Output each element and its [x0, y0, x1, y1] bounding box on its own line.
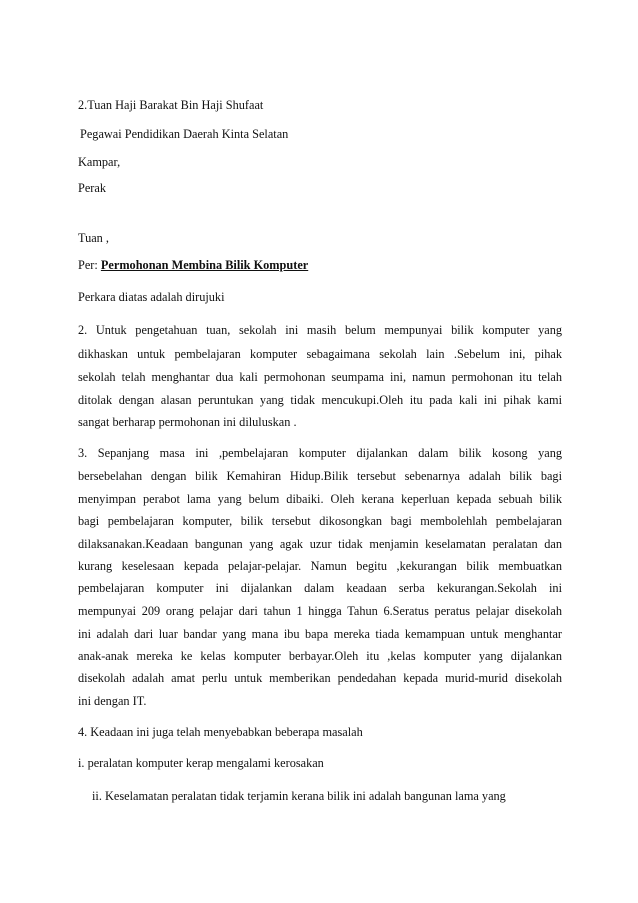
subject-prefix: Per: [78, 258, 101, 272]
paragraph2-last-line: sangat berharap permohonan ini diluluskan . [78, 415, 297, 429]
intro-line: Perkara diatas adalah dirujuki [78, 290, 225, 304]
paragraph3-line: menyimpan perabot lama yang belum dibaiki. Oleh kerana keperluan kepada sebuah bilik [78, 492, 562, 506]
paragraph3-line: ini adalah dari luar bandar yang mana ibu bapa mereka tiada kemampuan untuk menghantar [78, 627, 562, 641]
paragraph3-line: anak-anak mereka ke kelas komputer berbayar.Oleh itu ,kelas komputer yang dijalankan [78, 649, 562, 663]
paragraph2-line: 2. Untuk pengetahuan tuan, sekolah ini masih belum mempunyai bilik komputer yang [78, 323, 562, 337]
list-item-i: i. peralatan komputer kerap mengalami kerosakan [78, 756, 324, 770]
paragraph3-line: dilaksanakan.Keadaan bangunan yang agak uzur tidak menjamin keselamatan peralatan dan [78, 537, 562, 551]
paragraph2-line: ditolak dengan alasan peruntukan yang tidak mencukupi.Oleh itu pada kali ini pihak kami [78, 393, 562, 407]
paragraph3-line: kurang keselesaan kepada pelajar-pelajar. Namun begitu ,kekurangan bilik membuatkan [78, 559, 562, 573]
paragraph3-line: disekolah adalah amat perlu untuk memberikan pendedahan kepada murid-murid disekolah [78, 671, 562, 685]
recipient-position: Pegawai Pendidikan Daerah Kinta Selatan [80, 127, 289, 141]
recipient-state: Perak [78, 181, 106, 195]
paragraph3-last-line: ini dengan IT. [78, 694, 147, 708]
paragraph3-line: mempunyai 209 orang pelajar dari tahun 1 hingga Tahun 6.Seratus peratus pelajar disekolah [78, 604, 562, 618]
salutation: Tuan , [78, 231, 109, 245]
recipient-city: Kampar, [78, 155, 121, 169]
paragraph3-line: pembelajaran komputer ini dijalankan dalam keadaan serba kekurangan.Sekolah ini [78, 581, 562, 595]
list-item-ii: ii. Keselamatan peralatan tidak terjamin kerana bilik ini adalah bangunan lama yang [92, 789, 506, 803]
paragraph3-line: bagi pembelajaran komputer, bilik tersebut dikosongkan bagi membolehlah pembelajaran [78, 514, 562, 528]
subject-line [78, 257, 308, 273]
recipient-name: 2.Tuan Haji Barakat Bin Haji Shufaat [78, 98, 264, 112]
paragraph2-line: dikhaskan untuk pembelajaran komputer sebagaimana sekolah lain .Sebelum ini, pihak [78, 347, 562, 361]
subject-text: Permohonan Membina Bilik Komputer [100, 258, 309, 272]
paragraph2-line: sekolah telah menghantar dua kali permohonan seumpama ini, namun permohonan itu telah [78, 370, 562, 384]
paragraph3-line: 3. Sepanjang masa ini ,pembelajaran komputer dijalankan dalam bilik kosong yang [78, 446, 562, 460]
paragraph3-line: bersebelahan dengan bilik Kemahiran Hidup.Bilik tersebut sebenarnya adalah bilik bagi [78, 469, 562, 483]
paragraph4-line: 4. Keadaan ini juga telah menyebabkan beberapa masalah [78, 725, 363, 739]
